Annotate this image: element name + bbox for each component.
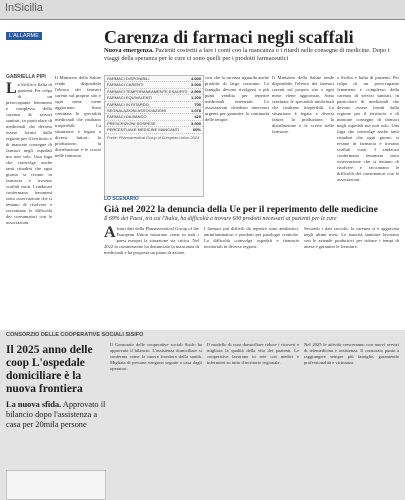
article-title: Carenza di farmaci negli scaffali bbox=[104, 27, 354, 47]
drop-cap: L bbox=[6, 82, 17, 97]
scenario-column-3-text: Secondo i dati raccolti, la carenza si è aggravata negli ultimi mesi. Le autorità sanitarie lavorano con le aziende produttrici per ridurre i tempi di attesa e garantire le forniture. bbox=[304, 226, 399, 249]
coop-title: Il 2025 anno delle coop L'ospedale domiciliare è la nuova frontiera bbox=[6, 344, 93, 395]
coop-section bbox=[0, 330, 405, 500]
page-header bbox=[0, 0, 405, 20]
coop-photo bbox=[6, 470, 106, 500]
fact-box-value: 60% bbox=[192, 127, 201, 133]
subtitle-lead: Nuova emergenza. bbox=[104, 47, 154, 54]
fact-box-label: FARMACI DA BANCO bbox=[107, 114, 147, 120]
scenario-column-3 bbox=[304, 226, 399, 326]
scenario-headline: Già nel 2022 la denuncia della Ue per il reperimento delle medicine bbox=[104, 204, 378, 215]
fact-box-value: 1.200 bbox=[190, 95, 201, 101]
fact-box-label: FARMACI CARENTI bbox=[107, 82, 144, 88]
section-tag: L'ALLARME bbox=[6, 32, 42, 40]
article-column-5 bbox=[337, 75, 399, 195]
fact-box-label: FARMACI IN RITARDO bbox=[107, 101, 149, 107]
fact-box-label: PRESCRIZIONI SOSPESE bbox=[107, 120, 156, 126]
coop-subtitle-lead: La nuova sfida. bbox=[6, 400, 62, 409]
header-rule bbox=[0, 19, 405, 20]
scenario-column-2 bbox=[204, 226, 299, 326]
fact-box-value: 4.000 bbox=[190, 76, 201, 81]
fact-box-label: PERCENTUALE MEDICINE MANCANTI bbox=[107, 127, 180, 133]
coop-column-3-text: Nel 2025 le attività cresceranno con nuovi servizi di telemedicina e assistenza. Il consorzio punta a raggiungere sempre più famiglie, garantendo professionalità e vicinanza. bbox=[304, 342, 399, 365]
coop-column-1 bbox=[110, 342, 202, 497]
fact-box-note: Fonte: Pharmaceutical Group of European Union 2024 bbox=[107, 135, 199, 140]
coop-subtitle-rest: Approvato il bilancio dopo l'assistenza a casa per 20mila persone bbox=[6, 400, 106, 429]
fact-box-label: FARMACI TEMPORANEAMENTE ESAURITI bbox=[107, 88, 188, 94]
fact-box-value: 3.000 bbox=[190, 82, 201, 88]
coop-label: CONSORZIO DELLE COOPERATIVE SOCIALI SISIFO bbox=[6, 332, 144, 338]
column-5-text: a Sicilia e Italia di pazienti. Per colpa di un preoccupante fenomeno e complesso della carenza di servizi sanitari, in particolare di medicinali che devono essere forniti dalla regione per il territorio e di mancate consegne di farmaci negli ospedali ma non solo. Una fuga che coinvolge anche tanti cittadini che ogni giorno si recano in farmacia e trovano scaffali vuoti. I sindacati confermano fenomeni sotto osservazione che si tentano di risolvere e raccontano le difficoltà dei consumatori con le associazioni. bbox=[337, 75, 399, 182]
article-column-3 bbox=[205, 75, 269, 195]
fact-box-value: 3.000 bbox=[190, 120, 201, 126]
scenario-column-2-text: I farmaci più difficili da reperire sono antibiotici, antinfiammatori e prodotti per patologie croniche. La difficoltà coinvolge ospedali e farmacie territoriali in diverse regioni. bbox=[204, 226, 299, 249]
fact-box-label: FARMACI DISPONIBILI bbox=[107, 76, 150, 81]
fact-box-label: FARMACI EQUIVALENTI bbox=[107, 95, 153, 101]
coop-column-2-text: Il modello di cura domiciliare riduce i ricoveri e migliora la qualità della vita dei pazienti. Le cooperative lavorano in rete con medici e infermieri su tutto il territorio regionale. bbox=[207, 342, 299, 365]
column-2-text: Il Ministero della Salute rende disponibile l'elenco dei farmaci carenti sul proprio sito e ogni mese viene aggiornato. Sono centinaia le specialità medicinali che risultano irreperibili. La situazione è legata a diversi fattori: la produzione, la distribuzione e le scorte nelle farmacie. bbox=[55, 75, 101, 158]
coop-subtitle bbox=[6, 400, 106, 430]
fact-box-value: 1.078 bbox=[190, 108, 201, 114]
scenario-column-1 bbox=[104, 226, 199, 326]
fact-box-value: 2.500 bbox=[190, 88, 201, 94]
article-column-2 bbox=[55, 75, 101, 327]
article-subtitle bbox=[104, 47, 400, 63]
byline: GABRIELLA PIPI bbox=[6, 74, 46, 80]
scenario-tag: LO SCENARIO bbox=[104, 196, 139, 202]
article-column-1 bbox=[6, 82, 52, 327]
coop-column-2 bbox=[207, 342, 299, 497]
scenario-subheadline: Il 69% dei Paesi, tra cui l'Italia, ha difficoltà a trovare 600 prodotti necessari ai pazienti per le cure bbox=[104, 216, 337, 222]
subtitle-rest: Pazienti costretti a fare i conti con la mancanza o i ritardi nelle consegne di medicine. Dopo i viaggi della speranza per le cure ci sono quelli per i prodotti farmaceutici bbox=[104, 47, 390, 62]
fact-box-value: 420 bbox=[194, 114, 201, 120]
scenario-column-1-text: lcuni dati della Pharmaceutical Group of the European Union mostrano come in tutti i paesi europei la situazione sia critica. Nel 2022 la commissione ha denunciato la mancanza di medicinali e ha proposto un piano di azione. bbox=[104, 226, 199, 255]
scenario-drop-cap: A bbox=[104, 226, 116, 241]
article-column-4 bbox=[272, 75, 334, 195]
column-4-text: Il Ministero della Salute rende disponibile l'elenco dei farmaci carenti sul proprio sito e ogni mese viene aggiornato. Sono centinaia le specialità medicinali che risultano irreperibili. La situazione è legata a diversi fattori: la produzione, la distribuzione e le scorte nelle farmacie. bbox=[272, 75, 334, 134]
coop-column-3 bbox=[304, 342, 399, 497]
fact-box bbox=[104, 75, 204, 197]
fact-box-rows bbox=[105, 76, 203, 134]
coop-column-1-text: Il Consorzio delle cooperative sociali Sisifo ha approvato il bilancio. L'assistenza domiciliare si conferma come la nuova frontiera della sanità. Migliaia di persone vengono seguite a casa dagli operatori. bbox=[110, 342, 202, 371]
fact-box-label: SEGNALAZIONI ASSOCIAZIONI bbox=[107, 108, 166, 114]
column-3-text: così che la carenza riguarda anche prodotti di largo consumo. Le famiglie devono rivolgersi a più punti vendita per reperire medicinali essenziali. Le associazioni chiedono interventi urgenti per garantire la continuità delle terapie. bbox=[205, 75, 269, 122]
fact-box-value: 700 bbox=[194, 101, 201, 107]
column-1-text: a Sicilia e Italia di pazienti. Per colpa di un preoccupante fenomeno e complesso della carenza di servizi sanitari, in particolare di medicinali che devono essere forniti dalla regione per il territorio e di mancate consegne di farmaci negli ospedali ma non solo. Una fuga che coinvolge anche tanti cittadini che ogni giorno si recano in farmacia e trovano scaffali vuoti. I sindacati confermano fenomeni sotto osservazione che si tentano di risolvere e raccontano le difficoltà dei consumatori con le associazioni. bbox=[6, 82, 52, 225]
brand-name: InSicilia bbox=[5, 2, 43, 14]
